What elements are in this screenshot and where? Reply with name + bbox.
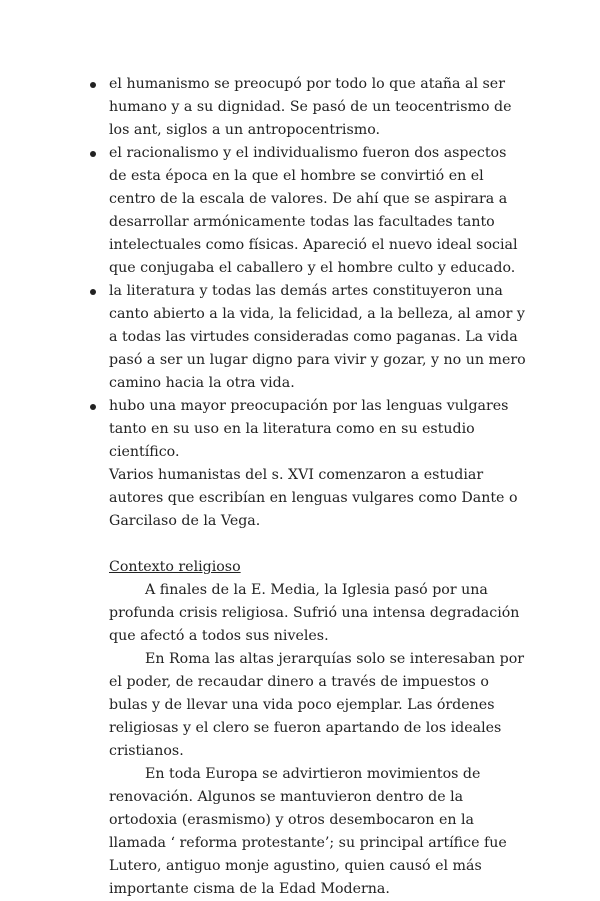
paragraph: [109, 579, 526, 648]
list-item-text: hubo una mayor preocupación por las lenguas vulgares tanto en su uso en la literatura como en su estudio científico.: [109, 398, 509, 460]
bullet-icon: [90, 289, 96, 295]
paragraph-text: En toda Europa se advirtieron movimientos de renovación. Algunos se mantuvieron dentro de la ortodoxia (erasmismo) y otros desembocaron en la llamada ‘ reforma protestante’; su principal artífice fue Lutero, antiguo monje agustino, quien causó el más importante cisma de la Edad Moderna.: [109, 766, 507, 897]
list-item: [90, 142, 526, 280]
paragraph: [109, 763, 526, 901]
paragraph-text: En Roma las altas jerarquías solo se interesaban por el poder, de recaudar dinero a través de impuestos o bulas y de llevar una vida poco ejemplar. Las órdenes religiosas y el clero se fueron apartando de los ideales cristianos.: [109, 651, 525, 759]
continuation-paragraph: Varios humanistas del s. XVI comenzaron a estudiar autores que escribían en lenguas vulgares como Dante o Garcilaso de la Vega.: [109, 467, 518, 529]
bullet-icon: [90, 82, 96, 88]
bullet-list: [90, 73, 526, 464]
document-body: [90, 73, 526, 901]
bullet-icon: [90, 404, 96, 410]
list-item: [90, 73, 526, 142]
list-item-text: el humanismo se preocupó por todo lo que ataña al ser humano y a su dignidad. Se pasó de un teocentrismo de los ant, siglos a un antropocentrismo.: [109, 76, 512, 138]
paragraph-text: A finales de la E. Media, la Iglesia pasó por una profunda crisis religiosa. Sufrió una intensa degradación que afectó a todos sus niveles.: [109, 582, 520, 644]
paragraph: [109, 648, 526, 763]
list-item: [90, 280, 526, 395]
list-item-text: la literatura y todas las demás artes constituyeron una canto abierto a la vida, la felicidad, a la belleza, al amor y a todas las virtudes consideradas como paganas. La vida pasó a ser un lugar digno para vivir y gozar, y no un mero camino hacia la otra vida.: [109, 283, 526, 391]
list-item: [90, 395, 526, 464]
bullet-icon: [90, 151, 96, 157]
list-item-text: el racionalismo y el individualismo fueron dos aspectos de esta época en la que el hombre se convirtió en el centro de la escala de valores. De ahí que se aspirara a desarrollar armónicamente todas las facultades tanto intelectuales como físicas. Apareció el nuevo ideal social que conjugaba el caballero y el hombre culto y educado.: [109, 145, 518, 276]
section-heading: Contexto religioso: [109, 559, 241, 575]
